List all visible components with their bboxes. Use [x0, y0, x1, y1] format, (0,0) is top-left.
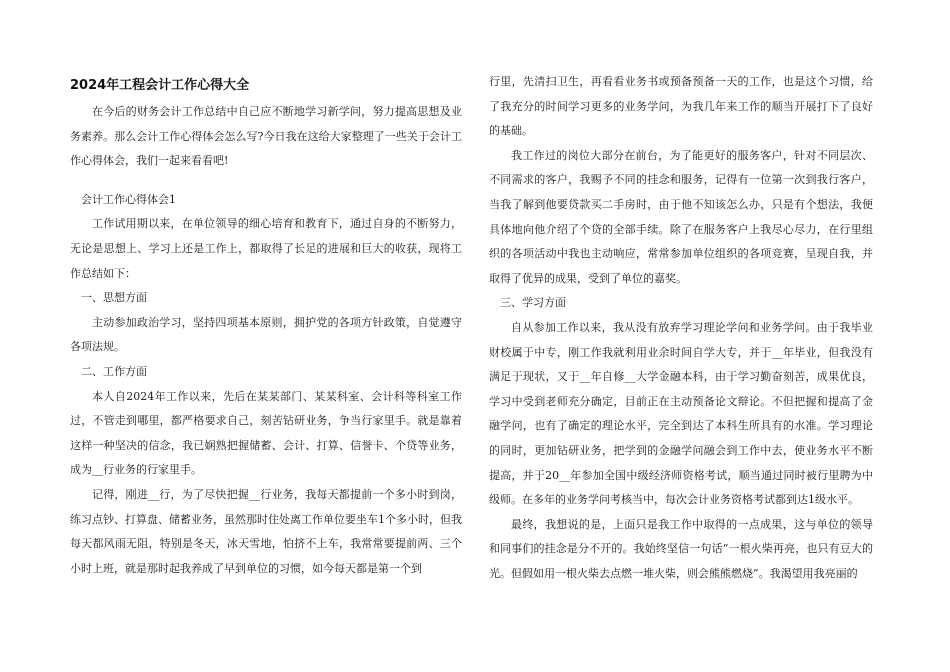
section-heading-thought: 一、思想方面 [81, 291, 147, 305]
paragraph-memory: 记得，刚进__行，为了尽快把握__行业务，我每天都提前一个多小时到岗，练习点钞、打算盘、储蓄业务，虽然那时住处离工作单位要坐车1个多小时，但我每天都风雨无阻，特别是冬天，冰天雪地，怕挤不上车，我常常要提前两、三个小时上班，就是那时起我养成了早到单位的习惯，如今每天都是第一个到 [70, 487, 462, 575]
paragraph-thought: 主动参加政治学习，坚持四项基本原则，拥护党的各项方针政策，自觉遵守各项法规。 [70, 315, 462, 354]
paragraph-service: 我工作过的岗位大部分在前台，为了能更好的服务客户，针对不同层次、不同需求的客户，我赐予不同的挂念和服务，记得有一位第一次到我行客户，当我了解到他要贷款买二手房时，由于他不知该怎么办，只是有个想法，我便具体地向他介绍了个贷的全部手续。除了在服务客户上我尽心尽力，在行里组织的各项活动中我也主动响应，常常参加单位组织的各项竞赛，呈现自我，并取得了优异的成果，受到了单位的嘉奖。 [489, 148, 873, 285]
section-heading-essay-1: 会计工作心得体会1 [81, 192, 176, 206]
paragraph-continued: 行里，先清扫卫生，再看看业务书或预备预备一天的工作，也是这个习惯，给了我充分的时间学习更多的业务学问，为我几年来工作的顺当开展打下了良好的基础。 [489, 75, 873, 138]
paragraph-conclusion: 最终，我想说的是，上面只是我工作中取得的一点成果，这与单位的领导和同事们的挂念是分不开的。我始终坚信一句话“一根火柴再亮，也只有豆大的光。但假如用一根火柴去点燃一堆火柴，则会熊熊燃烧”。我渴望用我亮丽的 [489, 517, 873, 580]
paragraph-gap [70, 174, 462, 188]
right-column [489, 72, 873, 586]
paragraph-overview: 工作试用期以来，在单位领导的细心培育和教育下，通过自身的不断努力，无论是思想上、学习上还是工作上，都取得了长足的进展和巨大的收获，现将工作总结如下： [70, 217, 462, 280]
paragraph-study: 自从参加工作以来，我从没有放弃学习理论学问和业务学问。由于我毕业财校属于中专，刚工作我就利用业余时间自学大专，并于__年毕业，但我没有满足于现状，又于__年自修__大学金融本科，由于学习勤奋刻苦，成果优良，学习中受到老师充分确定，目前正在主动预备论文辩论。不但把握和提高了金融学问，也有了确定的理论水平，完全到达了本科生所具有的水准。学习理论的同时，更加钻研业务，把学到的金融学问融会到工作中去，使业务水平不断提高，并于20__年参加全国中级经济师资格考试，顺当通过同时被行里聘为中级师。在多年的业务学问考核当中，每次会计业务资格考试都到达1级水平。 [489, 320, 873, 507]
paragraph-work: 本人自2024年工作以来，先后在某某部门、某某科室、会计科等科室工作过，不管走到哪里，都严格要求自己，刻苦钻研业务，争当行家里手。就是靠着这样一种坚决的信念，我已娴熟把握储蓄、会计、打算、信誉卡、个贷等业务，成为__行业务的行家里手。 [70, 389, 462, 477]
document-title: 2024年工程会计工作心得大全 [70, 78, 250, 93]
section-heading-study: 三、学习方面 [500, 296, 566, 310]
section-heading-work: 二、工作方面 [81, 364, 147, 378]
left-column [70, 72, 462, 581]
intro-paragraph: 在今后的财务会计工作总结中自己应不断地学习新学问，努力提高思想及业务素养。那么会计工作心得体会怎么写?今日我在这给大家整理了一些关于会计工作心得体会，我们一起来看看吧! [70, 105, 462, 168]
